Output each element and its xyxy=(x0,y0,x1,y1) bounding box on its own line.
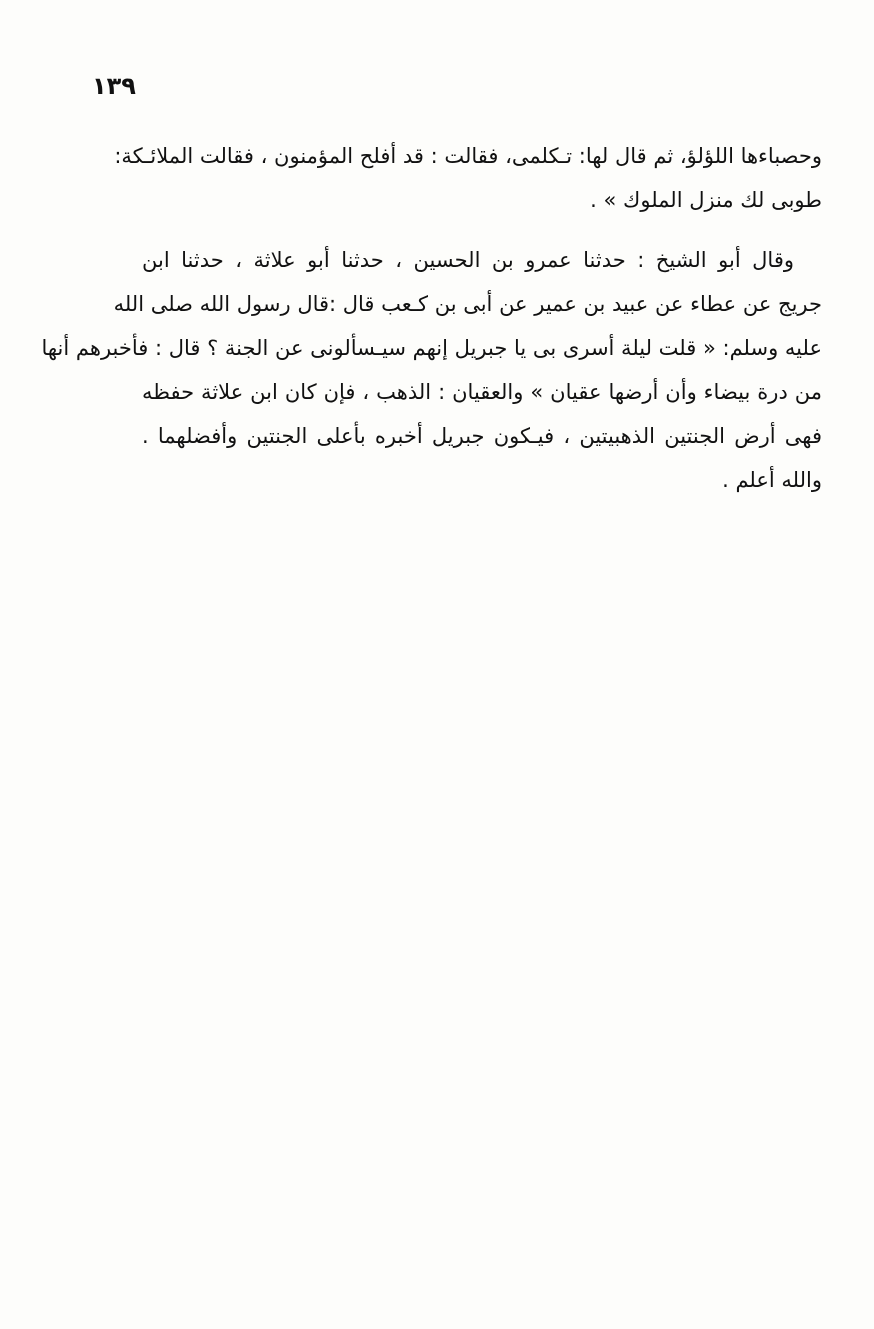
text-line: جريج عن عطاء عن عبيد بن عمير عن أبى بن كـعب قال :قال رسول الله صلى الله xyxy=(113,292,822,316)
text-line: فهى أرض الجنتين الذهبيتين ، فيـكون جبريل أخبره بأعلى الجنتين وأفضلهما . xyxy=(142,424,822,448)
text-line: من درة بيضاء وأن أرضها عقيان » والعقيان : الذهب ، فإن كان ابن علاثة حفظه xyxy=(142,380,822,404)
text-line: طوبى لك منزل الملوك » . xyxy=(590,188,822,212)
paragraph-2 xyxy=(41,238,822,502)
text-line: عليه وسلم: « قلت ليلة أسرى بى يا جبريل إنهم سيـسألونى عن الجنة ؟ قال : فأخبرهم أنها xyxy=(41,336,822,360)
text-line: والله أعلم . xyxy=(722,468,822,492)
paragraph-1 xyxy=(114,134,822,222)
text-line: وقال أبو الشيخ : حدثنا عمرو بن الحسين ، حدثنا أبو علاثة ، حدثنا ابن xyxy=(142,248,794,272)
text-line: وحصباءها اللؤلؤ، ثم قال لها: تـكلمى، فقالت : قد أفلح المؤمنون ، فقالت الملائـكة: xyxy=(114,144,822,168)
page-number: ١٣٩ xyxy=(92,72,136,100)
